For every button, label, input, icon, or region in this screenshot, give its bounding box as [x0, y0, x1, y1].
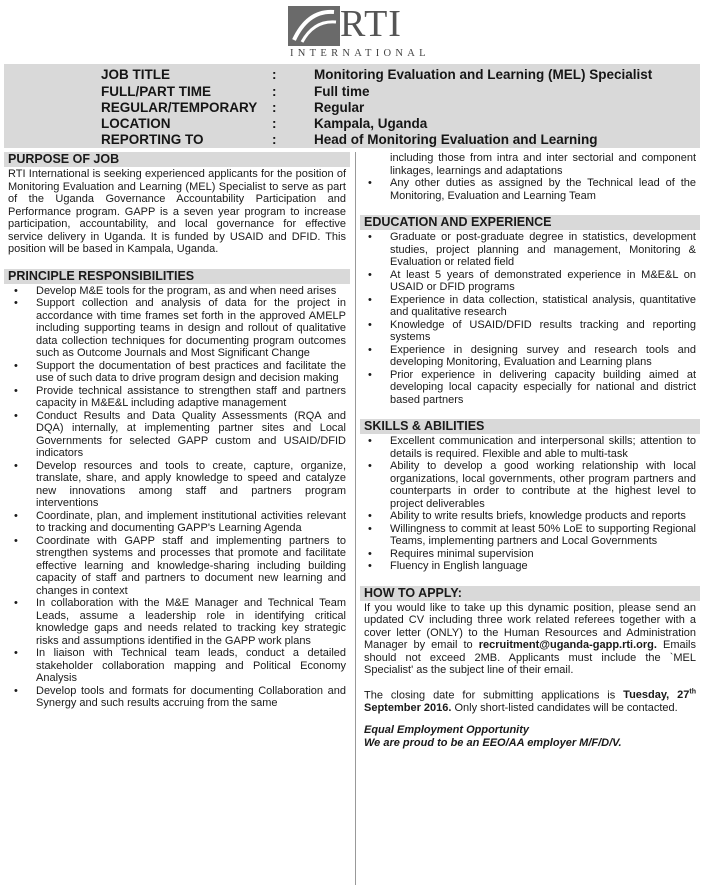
bullet-icon: • [14, 647, 18, 659]
bullet-icon: • [368, 547, 372, 560]
location-row [4, 116, 700, 133]
list-item: • Willingness to commit at least 50% LoE to supporting Regional Teams, implementing partners and Local Governments [368, 522, 696, 547]
bullet-icon: • [368, 343, 372, 356]
responsibilities-continuation: including those from intra and inter sectorial and component linkages, learnings and adaptations [390, 152, 696, 177]
bullet-icon: • [14, 409, 18, 422]
list-item: • Any other duties as assigned by the Technical lead of the Monitoring, Evaluation and Learning Team [368, 177, 696, 202]
list-item: • Graduate or post-graduate degree in statistics, development studies, project planning and management, Monitoring & Evaluation or related field [368, 231, 696, 268]
list-item: • Ability to write results briefs, knowledge products and reports [368, 510, 686, 522]
list-item: • Support the documentation of best practices and facilitate the use of such data to drive program design and decision making [14, 359, 346, 384]
job-title-value: Monitoring Evaluation and Learning (MEL) Specialist [314, 67, 653, 82]
regular-temporary-label: REGULAR/TEMPORARY [101, 100, 258, 115]
apply-text: If you would like to take up this dynamic position, please send an updated CV including three work related referees together with a cover letter (ONLY) to the Human Resources and Administration Manager by email to recruitment@uganda-gapp.rti.org. Emails should not exceed 2MB. Applicants must include the `MEL Specialist' as the subject line of their email. [364, 601, 697, 676]
bullet-icon: • [368, 560, 372, 572]
responsibilities-heading: PRINCIPLE RESPONSIBILITIES [4, 269, 350, 284]
list-item: • Coordinate, plan, and implement institutional activities relevant to tracking and documenting GAPP's Learning Agenda [14, 509, 346, 534]
eeo-statement: We are proud to be an EEO/AA employer M/F/D/V. [364, 736, 622, 749]
full-part-time-value: Full time [314, 84, 370, 99]
bullet-icon: • [368, 510, 372, 522]
list-item: • Provide technical assistance to strengthen staff and partners capacity in M&E&L including adaptive management [14, 384, 346, 409]
right-column [360, 152, 700, 749]
list-item: • Knowledge of USAID/DFID results tracking and reporting systems [368, 318, 696, 343]
list-item: • Prior experience in delivering capacity building aimed at developing local capacity especially for national and district based partners [368, 368, 696, 406]
colon: : [272, 100, 277, 115]
list-item: • Support collection and analysis of data for the project in accordance with time frames set forth in the approved AMELP including supporting teams in design and rollout of qualitative data collection techniques for documenting program outcomes such as Outcome Journals and Most Significant Change [14, 297, 346, 359]
how-to-apply-heading: HOW TO APPLY: [360, 586, 700, 601]
list-item: • Develop resources and tools to create, capture, organize, translate, share, and apply knowledge to speed and catalyze new innovations among staff and partners program interventions [14, 459, 346, 509]
location-value: Kampala, Uganda [314, 116, 428, 131]
colon: : [272, 67, 277, 82]
purpose-text: RTI International is seeking experienced applicants for the position of Monitoring Evaluation and Learning (MEL) Specialist to serve as part of the Uganda Governance Accountability Participation and Performance program. GAPP is a seven year program to increase participation, accountability, and local governance for effective service delivery in Uganda. It is funded by USAID and DFID. This position will be based in Kampala, Uganda. [8, 168, 346, 255]
colon: : [272, 132, 277, 147]
job-summary-box [4, 64, 700, 148]
list-item: • Coordinate with GAPP staff and implementing partners to strengthen systems and processes that promote and facilitate effective learning and knowledge-sharing including building capacity of staff and partners to document new learning and changes in context [14, 534, 346, 597]
bullet-icon: • [368, 435, 372, 447]
list-item: • Develop M&E tools for the program, as and when need arises [14, 284, 337, 297]
rti-logo-mark-icon [288, 6, 340, 46]
bullet-icon: • [14, 297, 18, 309]
bullet-icon: • [368, 177, 372, 189]
eeo-heading: Equal Employment Opportunity [364, 724, 530, 737]
list-item: • Fluency in English language [368, 560, 528, 572]
list-item: • Develop tools and formats for documenting Collaboration and Synergy and such results accruing from the same [14, 684, 346, 709]
list-item: • At least 5 years of demonstrated experience in M&E&L on USAID or DFID programs [368, 268, 696, 293]
full-part-time-row [4, 84, 700, 101]
closing-date-text: The closing date for submitting applications is Tuesday, 27th September 2016. Only short-listed candidates will be contacted. [364, 688, 697, 714]
bullet-icon: • [14, 384, 18, 397]
job-title-label: JOB TITLE [101, 67, 171, 82]
bullet-icon: • [14, 359, 18, 372]
column-divider [355, 152, 356, 885]
list-item: • Conduct Results and Data Quality Assessments (RQA and DQA) internally, at implementing partner sites and Local Governments for selected GAPP custom and USAID/DFID indicators [14, 409, 346, 459]
reporting-to-row [4, 132, 700, 149]
location-label: LOCATION [101, 116, 171, 131]
colon: : [272, 84, 277, 99]
education-list [360, 231, 700, 406]
bullet-icon: • [14, 597, 18, 609]
list-item: • In collaboration with the M&E Manager and Technical Team Leads, assume a leadership role in identifying critical knowledge gaps and needs related to tracking key strategic risks and assumptions identified in the GAPP work plans [14, 597, 346, 647]
bullet-icon: • [368, 522, 372, 535]
colon: : [272, 116, 277, 131]
list-item: • Experience in data collection, statistical analysis, quantitative and qualitative research [368, 293, 696, 318]
bullet-icon: • [14, 684, 18, 697]
logo-subtitle: INTERNATIONAL [290, 48, 430, 59]
education-heading: EDUCATION AND EXPERIENCE [360, 215, 700, 230]
regular-temporary-row [4, 100, 700, 117]
closing-date: Tuesday, 27th September 2016. [364, 688, 697, 714]
reporting-to-label: REPORTING TO [101, 132, 204, 147]
bullet-icon: • [368, 231, 372, 243]
regular-temporary-value: Regular [314, 100, 365, 115]
bullet-icon: • [368, 293, 372, 306]
bullet-icon: • [14, 284, 18, 297]
list-item: • Experience in designing survey and research tools and developing Monitoring, Evaluation and Learning plans [368, 343, 696, 368]
apply-email: recruitment@uganda-gapp.rti.org. [478, 639, 657, 651]
bullet-icon: • [368, 368, 372, 381]
bullet-icon: • [14, 534, 18, 547]
bullet-icon: • [368, 268, 372, 281]
list-item: • Ability to develop a good working relationship with local organizations, local governments, other program partners and counterparts in order to contribute at the highest level to project deliverables [368, 460, 696, 510]
bullet-icon: • [14, 509, 18, 522]
left-column [4, 152, 350, 710]
list-item: • In liaison with Technical team leads, conduct a detailed stakeholder collaboration mapping and Political Economy Analysis [14, 647, 346, 684]
list-item: • Excellent communication and interpersonal skills; attention to details is required. Flexible and able to multi-task [368, 435, 696, 460]
purpose-heading: PURPOSE OF JOB [4, 152, 350, 167]
skills-heading: SKILLS & ABILITIES [360, 419, 700, 434]
bullet-icon: • [368, 460, 372, 472]
full-part-time-label: FULL/PART TIME [101, 84, 211, 99]
responsibilities-list [4, 285, 350, 710]
bullet-icon: • [368, 318, 372, 331]
logo-wordmark: RTI [340, 3, 402, 45]
responsibilities-list-continued [360, 177, 700, 202]
bullet-icon: • [14, 459, 18, 472]
skills-list [360, 435, 700, 573]
rti-logo [286, 3, 430, 62]
list-item: • Requires minimal supervision [368, 547, 534, 560]
reporting-to-value: Head of Monitoring Evaluation and Learning [314, 132, 598, 147]
job-title-row [4, 67, 700, 84]
